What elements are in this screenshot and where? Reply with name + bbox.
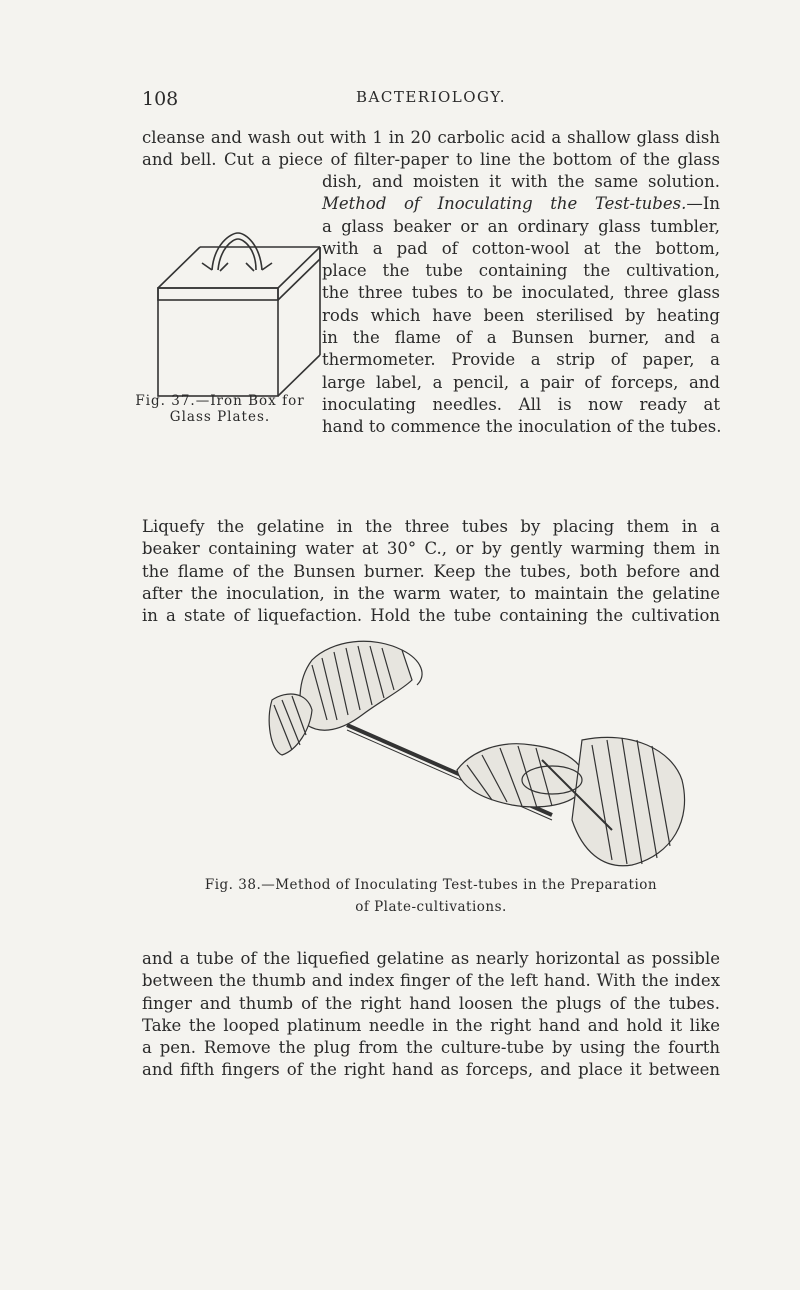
text-line: and a tube of the liquefied gelatine as nearly horizontal as possible	[142, 949, 720, 968]
text-line: a pen. Remove the plug from the culture-tube by using the fourth	[142, 1038, 720, 1058]
text-line: the flame of the Bunsen burner. Keep the tubes, both before and	[142, 561, 720, 581]
running-head: BACTERIOLOGY.	[355, 88, 507, 106]
caption-line: Fig. 38.—Method of Inoculating Test-tubes in the Preparation	[204, 877, 658, 893]
text-line	[322, 193, 720, 215]
text-line: rods which have been sterilised by heating	[322, 305, 720, 325]
text-line: the three tubes to be inoculated, three glass	[322, 283, 720, 303]
page-header	[142, 88, 720, 114]
caption-line: Fig. 37.—Iron Box for	[135, 393, 305, 409]
paragraph-2	[322, 171, 720, 372]
paragraph-3	[322, 372, 720, 417]
paragraph-4	[142, 516, 720, 627]
text-line: thermometer. Provide a strip of paper, a	[322, 350, 720, 370]
paragraph-1	[142, 127, 720, 172]
text-line: inoculating needles. All is now ready at	[322, 395, 720, 415]
section-heading: Method of Inoculating the Test-tubes.	[322, 194, 687, 214]
text-line: after the inoculation, in the warm water, to maintain the gelatine	[142, 583, 720, 603]
text-line: a glass beaker or an ordinary glass tumbler,	[322, 216, 720, 236]
paragraph-5	[142, 948, 720, 1082]
text-line: between the thumb and index finger of the left hand. With the index	[142, 971, 720, 991]
text-line: and bell. Cut a piece of filter-paper to line the bottom of the glass	[142, 150, 720, 170]
text-line: dish, and moisten it with the same solution.	[322, 172, 720, 191]
text-line: beaker containing water at 30° C., or by gently warming them in	[142, 539, 720, 559]
text-line: Take the looped platinum needle in the right hand and hold it like	[142, 1015, 720, 1035]
text-line: large label, a pencil, a pair of forceps, and	[322, 373, 720, 392]
iron-box-illustration	[142, 175, 324, 405]
text-line: with a pad of cotton-wool at the bottom,	[322, 238, 720, 258]
text-line: and fifth fingers of the right hand as forceps, and place it between	[142, 1060, 720, 1080]
text-line: in the flame of a Bunsen burner, and a	[322, 328, 720, 348]
text-line: hand to commence the inoculation of the tubes.	[322, 417, 722, 436]
page-number: 108	[142, 88, 179, 110]
text-line: Liquefy the gelatine in the three tubes by placing them in a	[142, 517, 720, 536]
text-line: in a state of liquefaction. Hold the tube containing the cultivation	[142, 606, 720, 626]
inoculating-hands-illustration	[252, 620, 722, 870]
figure-37-iron-box	[142, 175, 324, 415]
text-line: finger and thumb of the right hand loosen the plugs of the tubes.	[142, 993, 720, 1013]
text-line: cleanse and wash out with 1 in 20 carbolic acid a shallow glass dish	[142, 128, 720, 147]
caption-line: Glass Plates.	[169, 409, 271, 425]
caption-line: of Plate-cultivations.	[355, 899, 507, 915]
figure-38-caption	[142, 874, 720, 918]
paragraph-3-end	[322, 416, 720, 438]
heading-dash: —In	[686, 194, 720, 214]
figure-37-caption	[120, 393, 320, 425]
text-line: place the tube containing the cultivation,	[322, 261, 720, 281]
